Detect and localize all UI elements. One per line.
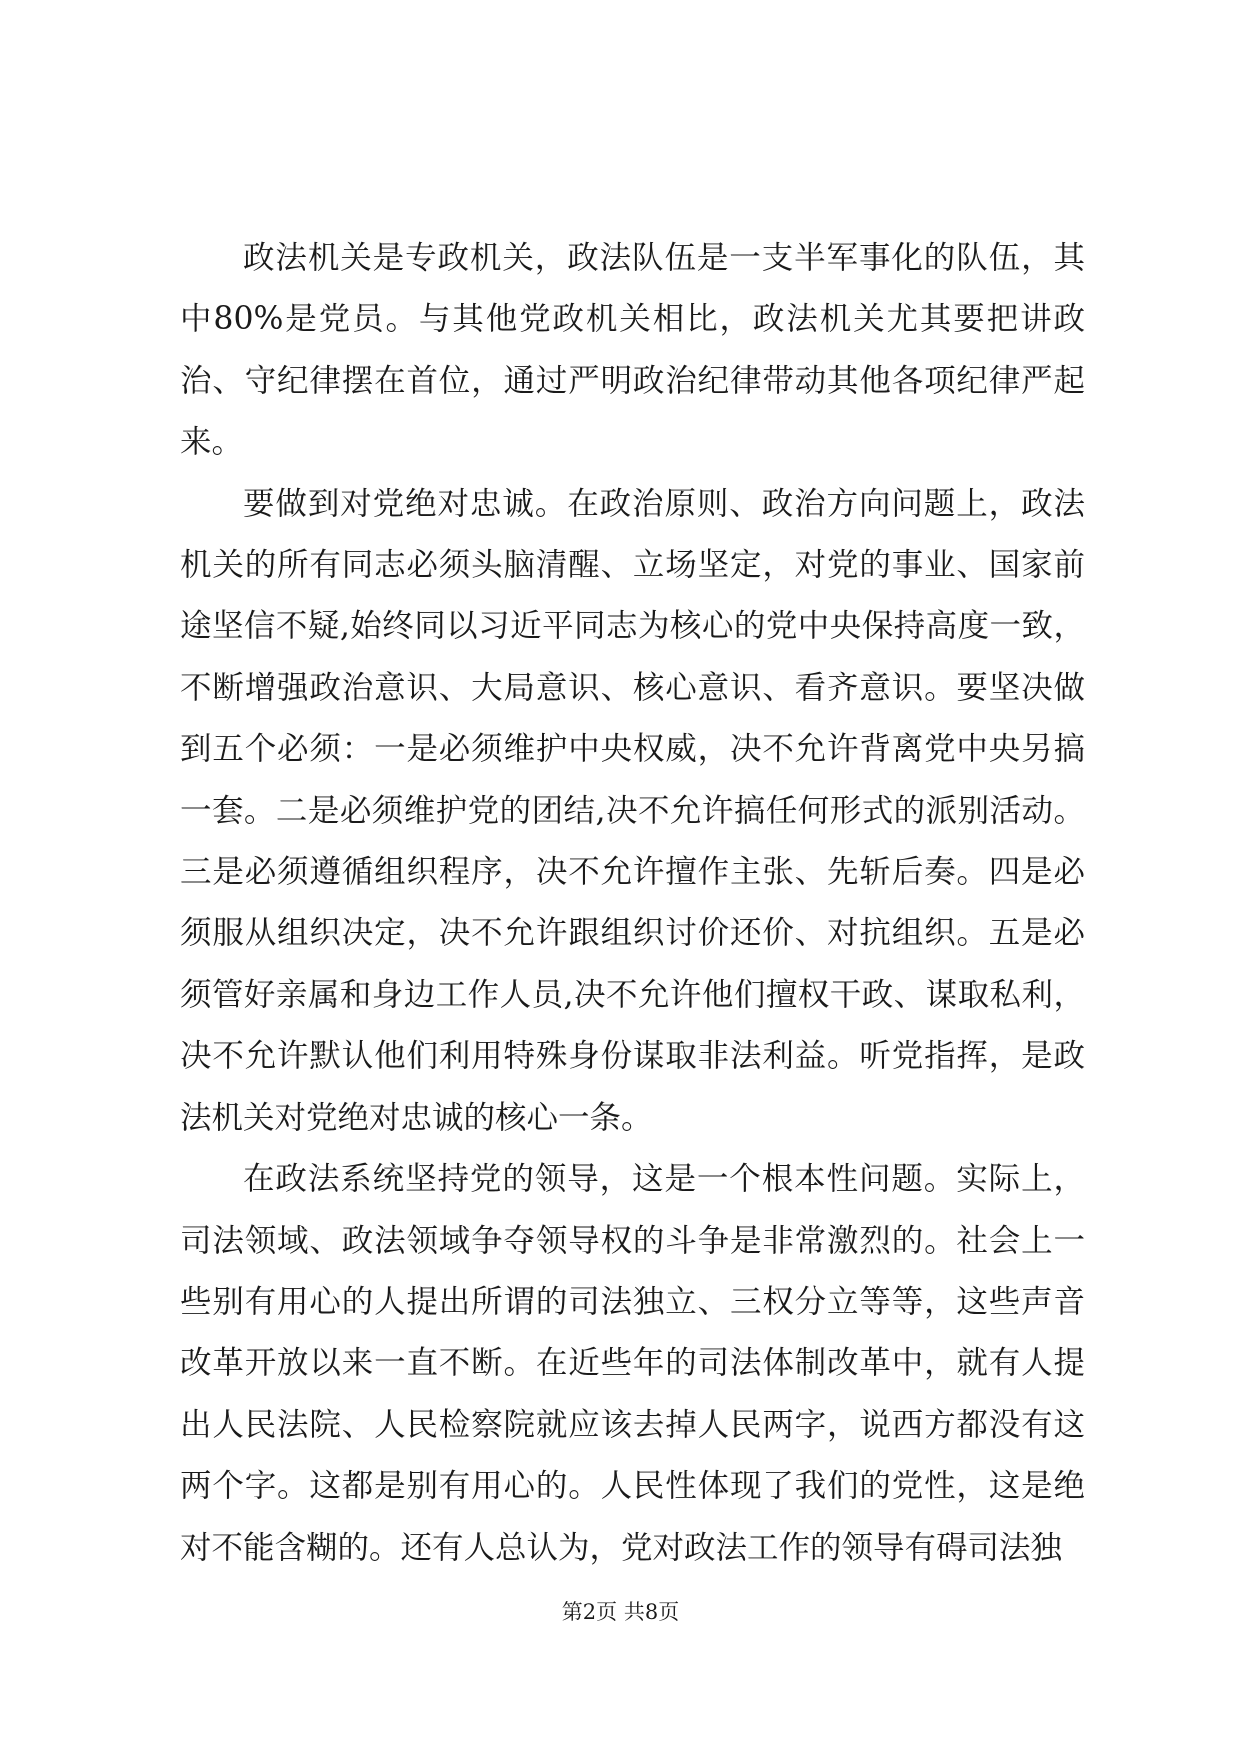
paragraph-1: 政法机关是专政机关，政法队伍是一支半军事化的队伍，其中80%是党员。与其他党政机关相比，政法机关尤其要把讲政治、守纪律摆在首位，通过严明政治纪律带动其他各项纪律严起来。 — [180, 240, 1085, 461]
paragraph-3: 在政法系统坚持党的领导，这是一个根本性问题。实际上，司法领域、政法领域争夺领导权的斗争是非常激烈的。社会上一些别有用心的人提出所谓的司法独立、三权分立等等，这些声音改革开放以来一直不断。在近些年的司法体制改革中，就有人提出人民法院、人民检察院就应该去掉人民两字，说西方都没有这两个字。这都是别有用心的。人民性体现了我们的党性，这是绝对不能含糊的。还有人总认为，党对政法工作的领导有碍司法独 — [180, 1161, 1085, 1566]
body-text — [180, 228, 1085, 1579]
page-number-footer: 第2页 共8页 — [561, 1600, 680, 1624]
paragraph-2: 要做到对党绝对忠诚。在政治原则、政治方向问题上，政法机关的所有同志必须头脑清醒、立场坚定，对党的事业、国家前途坚信不疑,始终同以习近平同志为核心的党中央保持高度一致，不断增强政治意识、大局意识、核心意识、看齐意识。要坚决做到五个必须：一是必须维护中央权威，决不允许背离党中央另搞一套。二是必须维护党的团结,决不允许搞任何形式的派别活动。三是必须遵循组织程序，决不允许擅作主张、先斩后奏。四是必须服从组织决定，决不允许跟组织讨价还价、对抗组织。五是必须管好亲属和身边工作人员,决不允许他们擅权干政、谋取私利，决不允许默认他们利用特殊身份谋取非法利益。听党指挥，是政法机关对党绝对忠诚的核心一条。 — [180, 485, 1085, 1136]
